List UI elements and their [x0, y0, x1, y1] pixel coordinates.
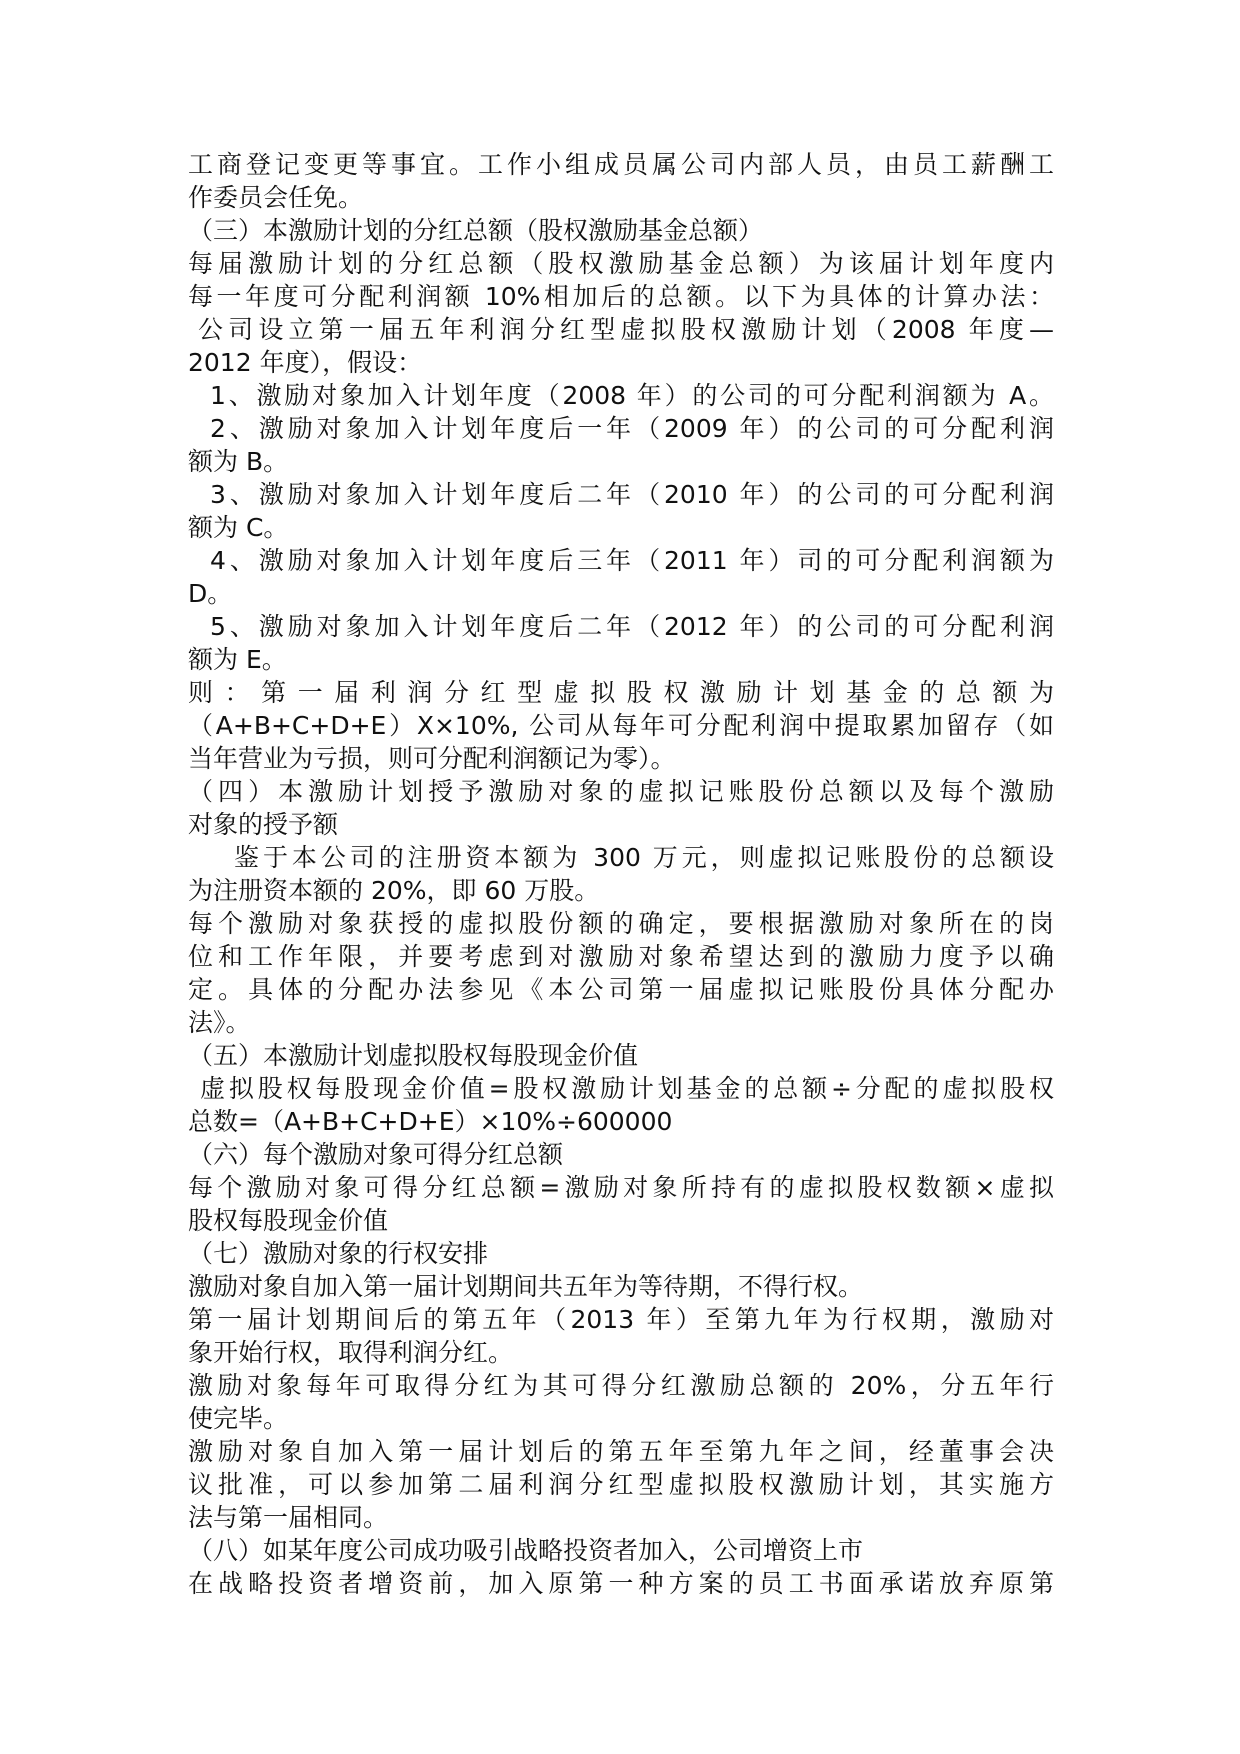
text-line: 使完毕。 — [188, 1404, 289, 1433]
text-line: 2012 年度），假设： — [188, 348, 423, 377]
section-heading: （五）本激励计划虚拟股权每股现金价值 — [188, 1041, 639, 1070]
list-item: 2、激励对象加入计划年度后一年（2009 年）的公司的可分配利润 — [210, 414, 1054, 443]
section-heading: （八）如某年度公司成功吸引战略投资者加入，公司增资上市 — [188, 1536, 864, 1565]
text-line: 鉴于本公司的注册资本额为 300 万元，则虚拟记账股份的总额设 — [234, 843, 1054, 872]
list-item: 1、激励对象加入计划年度（2008 年）的公司的可分配利润额为 A。 — [210, 381, 1054, 410]
text-line: 则：第一届利润分红型虚拟股权激励计划基金的总额为 — [188, 678, 1054, 707]
text-line: 工商登记变更等事宜。工作小组成员属公司内部人员，由员工薪酬工 — [188, 150, 1054, 179]
list-item: 3、激励对象加入计划年度后二年（2010 年）的公司的可分配利润 — [210, 480, 1054, 509]
formula-line: 总数=（A+B+C+D+E）×10%÷600000 — [188, 1107, 673, 1136]
text-line: 额为 E。 — [188, 645, 287, 674]
text-line: 激励对象自加入第一届计划后的第五年至第九年之间，经董事会决 — [188, 1437, 1054, 1466]
text-line: 虚拟股权每股现金价值=股权激励计划基金的总额÷分配的虚拟股权 — [200, 1074, 1054, 1103]
text-line: 每个激励对象可得分红总额=激励对象所持有的虚拟股权数额×虚拟 — [188, 1173, 1054, 1202]
text-line: 每个激励对象获授的虚拟股份额的确定，要根据激励对象所在的岗 — [188, 909, 1054, 938]
text-line: 激励对象每年可取得分红为其可得分红激励总额的 20%，分五年行 — [188, 1371, 1054, 1400]
text-line: 额为 C。 — [188, 513, 289, 542]
text-line: 作委员会任免。 — [188, 183, 364, 212]
text-line: 每届激励计划的分红总额（股权激励基金总额）为该届计划年度内 — [188, 249, 1054, 278]
text-line: 对象的授予额 — [188, 810, 339, 839]
list-item: 4、激励对象加入计划年度后三年（2011 年）司的可分配利润额为 — [210, 546, 1054, 575]
text-line: 激励对象自加入第一届计划期间共五年为等待期，不得行权。 — [188, 1272, 864, 1301]
text-line: 为注册资本额的 20%，即 60 万股。 — [188, 876, 600, 905]
text-line: 定。具体的分配办法参见《本公司第一届虚拟记账股份具体分配办 — [188, 975, 1054, 1004]
section-heading: （三）本激励计划的分红总额（股权激励基金总额） — [188, 216, 764, 245]
text-line: 第一届计划期间后的第五年（2013 年）至第九年为行权期，激励对 — [188, 1305, 1054, 1334]
section-heading: （四）本激励计划授予激励对象的虚拟记账股份总额以及每个激励 — [188, 777, 1054, 806]
section-heading: （七）激励对象的行权安排 — [188, 1239, 489, 1268]
text-line: 议批准，可以参加第二届利润分红型虚拟股权激励计划，其实施方 — [188, 1470, 1054, 1499]
text-line: 当年营业为亏损，则可分配利润额记为零）。 — [188, 744, 676, 773]
text-line: 公司设立第一届五年利润分红型虚拟股权激励计划（2008 年度— — [198, 315, 1054, 344]
list-item: 5、激励对象加入计划年度后二年（2012 年）的公司的可分配利润 — [210, 612, 1054, 641]
section-heading: （六）每个激励对象可得分红总额 — [188, 1140, 564, 1169]
text-line: 在战略投资者增资前，加入原第一种方案的员工书面承诺放弃原第 — [188, 1569, 1054, 1598]
text-line: （A+B+C+D+E）X×10%, 公司从每年可分配利润中提取累加留存（如 — [188, 711, 1054, 740]
text-line: D。 — [188, 579, 233, 608]
text-line: 法》。 — [188, 1008, 251, 1037]
text-line: 额为 B。 — [188, 447, 289, 476]
text-line: 象开始行权，取得利润分红。 — [188, 1338, 514, 1367]
text-line: 股权每股现金价值 — [188, 1206, 389, 1235]
text-line: 位和工作年限，并要考虑到对激励对象希望达到的激励力度予以确 — [188, 942, 1054, 971]
text-line: 法与第一届相同。 — [188, 1503, 389, 1532]
text-line: 每一年度可分配利润额 10%相加后的总额。以下为具体的计算办法： — [188, 282, 1054, 311]
